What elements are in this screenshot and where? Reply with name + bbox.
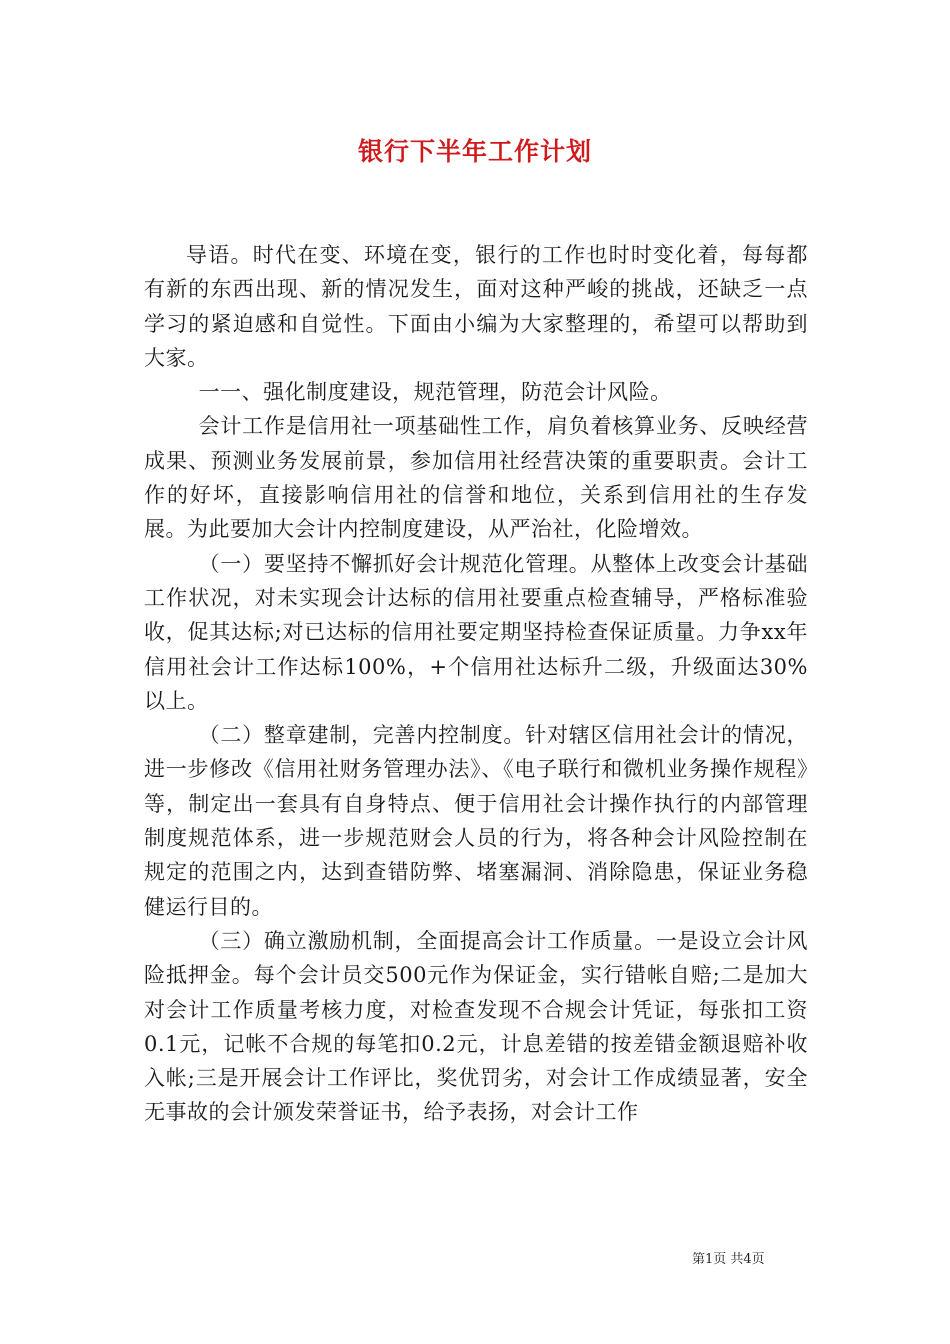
paragraph-item-1: （一）要坚持不懈抓好会计规范化管理。从整体上改变会计基础工作状况，对未实现会计达标的信用社要重点检查辅导，严格标准验收，促其达标;对已达标的信用社要定期坚持检查保证质量。力争xx年信用社会计工作达标100%，+个信用社达标升二级，升级面达30%以上。 <box>144 551 808 713</box>
paragraph-item-2: （二）整章建制，完善内控制度。针对辖区信用社会计的情况，进一步修改《信用社财务管理办法》、《电子联行和微机业务操作规程》等，制定出一套具有自身特点、便于信用社会计操作执行的内部管理制度规范体系，进一步规范财会人员的行为，将各种会计风险控制在规定的范围之内，达到查错防弊、堵塞漏洞、消除隐患，保证业务稳健运行目的。 <box>144 723 808 919</box>
section-heading-1: 一一、强化制度建设，规范管理，防范会计风险。 <box>198 380 672 405</box>
page-number: 第1页 共4页 <box>692 1252 765 1267</box>
paragraph-accounting-overview: 会计工作是信用社一项基础性工作，肩负着核算业务、反映经营成果、预测业务发展前景，参加信用社经营决策的重要职责。会计工作的好坏，直接影响信用社的信誉和地位，关系到信用社的生存发展。为此要加大会计内控制度建设，从严治社，化险增效。 <box>144 414 808 542</box>
document-title: 银行下半年工作计划 <box>357 137 592 166</box>
document-body <box>144 238 808 1130</box>
paragraph-item-3: （三）确立激励机制，全面提高会计工作质量。一是设立会计风险抵押金。每个会计员交500元作为保证金，实行错帐自赔;二是加大对会计工作质量考核力度，对检查发现不合规会计凭证，每张扣工资0.1元，记帐不合规的每笔扣0.2元，计息差错的按差错金额退赔补收入帐;三是开展会计工作评比，奖优罚劣，对会计工作成绩显著，安全无事故的会计颁发荣誉证书，给予表扬，对会计工作 <box>144 928 808 1125</box>
paragraph-intro: 导语。时代在变、环境在变，银行的工作也时时变化着，每每都有新的东西出现、新的情况发生，面对这种严峻的挑战，还缺乏一点学习的紧迫感和自觉性。下面由小编为大家整理的，希望可以帮助到大家。 <box>144 243 808 370</box>
